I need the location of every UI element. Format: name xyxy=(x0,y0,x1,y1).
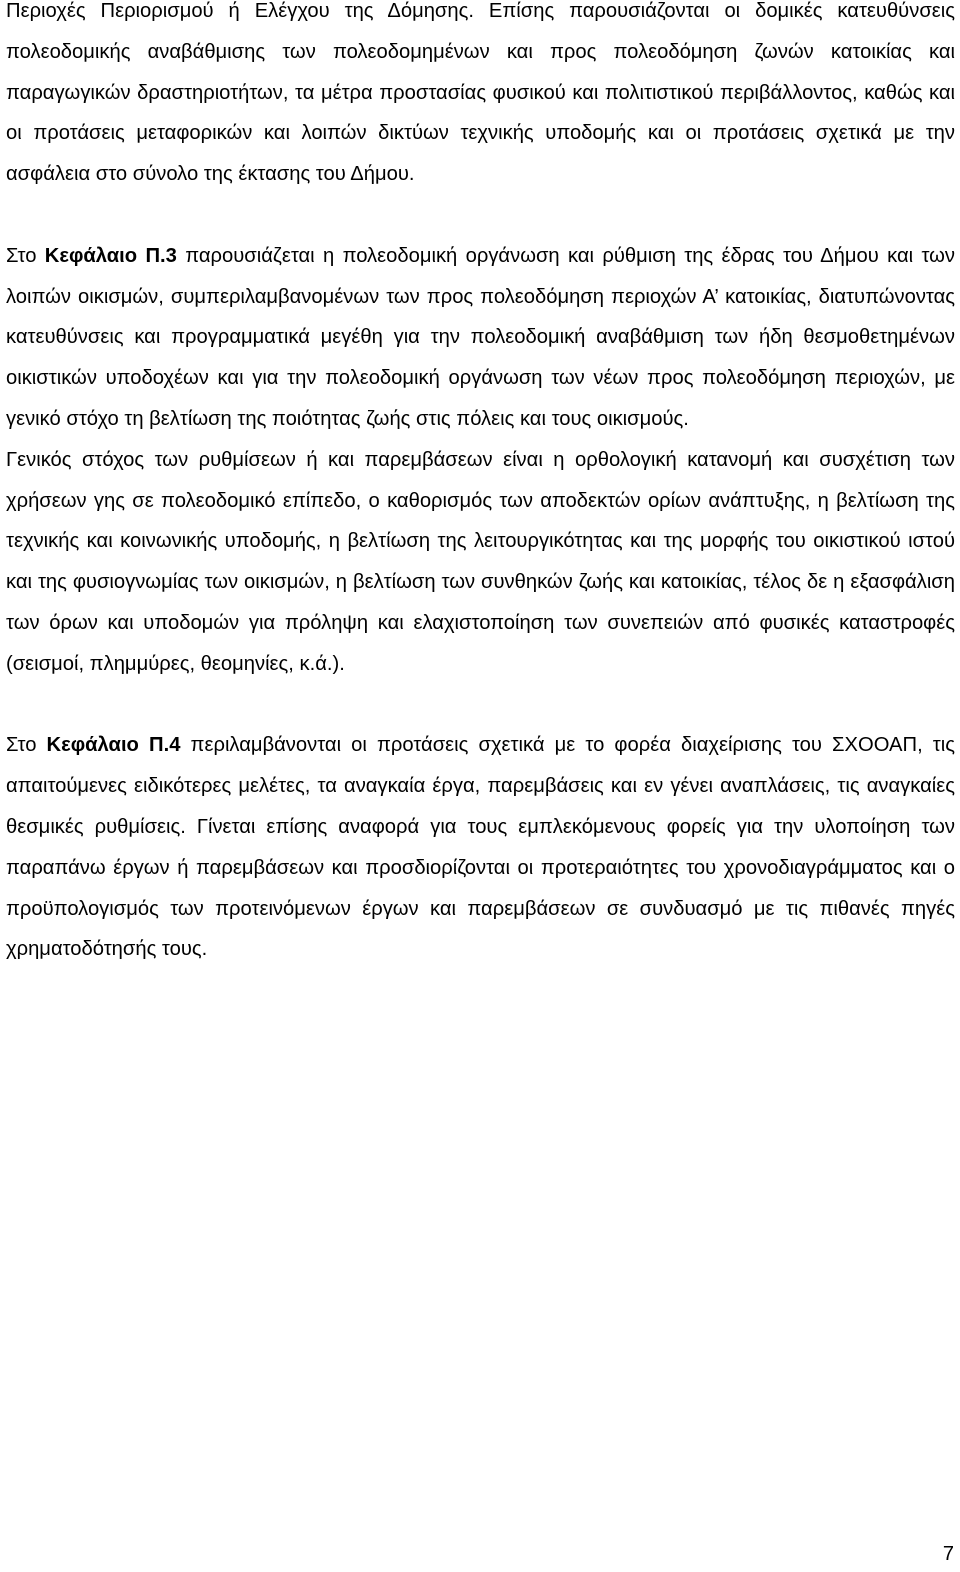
paragraph-body: παρουσιάζεται η πολεοδομική οργάνωση και ρύθμιση της έδρας του Δήμου και των λοιπών οικισμών, συμπεριλαμβανομένων των προς πολεοδόμηση περιοχών Α’ κατοικίας, διατυπώνοντας κατευθύνσεις και προγραμματικά μεγέθη για την πολεοδομική αναβάθμιση των ήδη θεσμοθετημένων οικιστικών υποδοχέων και για την πολεοδομική οργάνωση των νέων προς πολεοδόμηση περιοχών, με γενικό στόχο τη βελτίωση της ποιότητας ζωής στις πόλεις και τους οικισμούς. xyxy=(6,244,955,430)
paragraph-chapter-p3 xyxy=(6,236,955,440)
chapter-reference: Κεφάλαιο Π.4 xyxy=(46,734,181,757)
chapter-reference: Κεφάλαιο Π.3 xyxy=(44,244,177,267)
document-page xyxy=(6,0,955,970)
paragraph-prefix: Στο xyxy=(6,734,47,757)
paragraph-prefix: Στο xyxy=(6,244,45,267)
page-number: 7 xyxy=(942,1543,954,1565)
paragraph-intro-continuation: Περιοχές Περιορισμού ή Ελέγχου της Δόμησης. Επίσης παρουσιάζονται οι δομικές κατευθύνσεις πολεοδομικής αναβάθμισης των πολεοδομημένων και προς πολεοδόμηση ζωνών κατοικίας και παραγωγικών δραστηριοτήτων, τα μέτρα προστασίας φυσικού και πολιτιστικού περιβάλλοντος, καθώς και οι προτάσεις μεταφορικών και λοιπών δικτύων τεχνικής υποδομής και οι προτάσεις σχετικά με την ασφάλεια στο σύνολο της έκτασης του Δήμου. xyxy=(6,0,955,186)
paragraph-chapter-p4 xyxy=(6,725,955,970)
paragraph-body: περιλαμβάνονται οι προτάσεις σχετικά με το φορέα διαχείρισης του ΣΧΟΟΑΠ, τις απαιτούμενες ειδικότερες μελέτες, τα αναγκαία έργα, παρεμβάσεις και εν γένει αναπλάσεις, τις αναγκαίες θεσμικές ρυθμίσεις. Γίνεται επίσης αναφορά για τους εμπλεκόμενους φορείς για την υλοποίηση των παραπάνω έργων ή παρεμβάσεων και προσδιορίζονται οι προτεραιότητες του χρονοδιαγράμματος και ο προϋπολογισμός των προτεινόμενων έργων και παρεμβάσεων σε συνδυασμό με τις πιθανές πηγές χρηματοδότησής τους. xyxy=(6,734,955,961)
paragraph-general-goal: Γενικός στόχος των ρυθμίσεων ή και παρεμβάσεων είναι η ορθολογική κατανομή και συσχέτιση των χρήσεων γης σε πολεοδομικό επίπεδο, ο καθορισμός των αποδεκτών ορίων ανάπτυξης, η βελτίωση της τεχνικής και κοινωνικής υποδομής, η βελτίωση της λειτουργικότητας και της μορφής του οικιστικού ιστού και της φυσιογνωμίας των οικισμών, η βελτίωση των συνθηκών ζωής και κατοικίας, τέλος δε η εξασφάλιση των όρων και υποδομών για πρόληψη και ελαχιστοποίηση των συνεπειών από φυσικές καταστροφές (σεισμοί, πλημμύρες, θεομηνίες, κ.ά.). xyxy=(6,448,955,675)
